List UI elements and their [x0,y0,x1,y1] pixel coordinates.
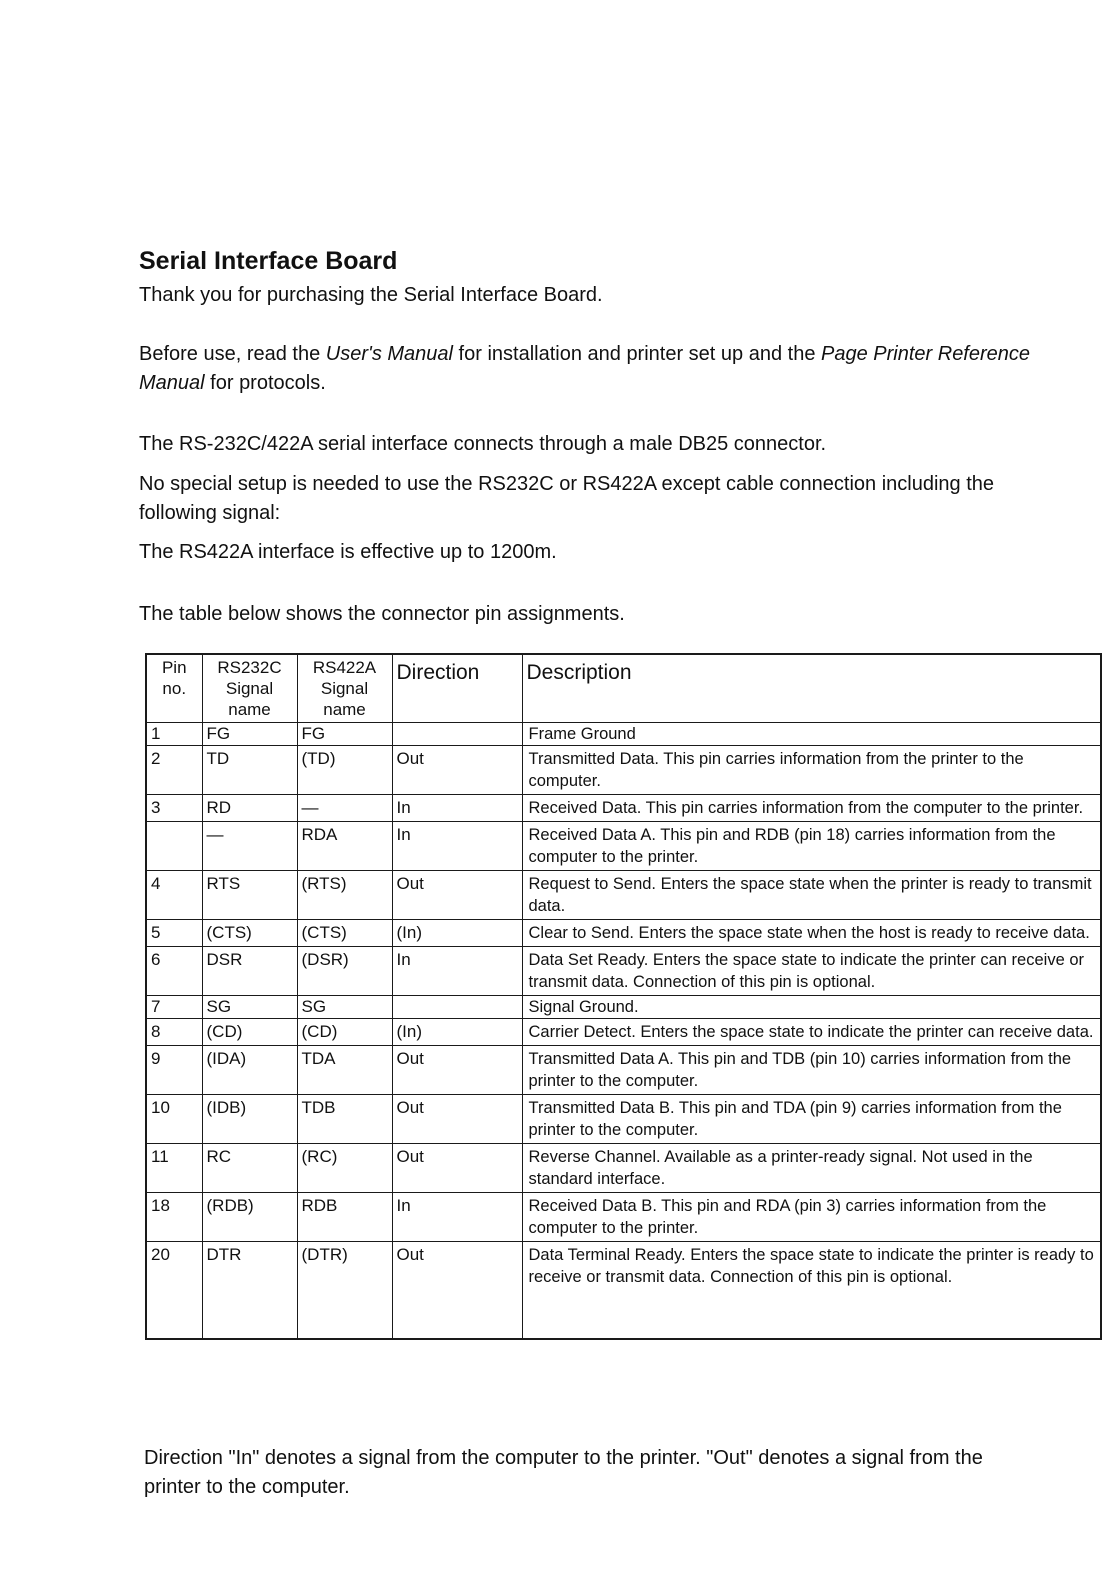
cell-rs232c: DTR [202,1242,297,1340]
cell-pin [146,822,202,871]
cell-pin: 5 [146,920,202,947]
header-description: Description [522,654,1101,723]
table-row [146,1046,1101,1095]
header-rs232c: RS232C Signal name [202,654,297,723]
table-intro-paragraph: The table below shows the connector pin assignments. [139,603,625,625]
pin-assignment-table [145,653,1102,1340]
cell-rs422a: (DSR) [297,947,392,996]
cell-description: Received Data A. This pin and RDB (pin 18) carries information from the computer to the printer. [522,822,1101,871]
cell-direction: Out [392,746,522,795]
cell-direction: In [392,795,522,822]
cell-description: Data Terminal Ready. Enters the space state to indicate the printer is ready to receive or transmit data. Connection of this pin is optional. [522,1242,1101,1340]
cell-pin: 11 [146,1144,202,1193]
table-row [146,795,1101,822]
connector-paragraph: The RS-232C/422A serial interface connects through a male DB25 connector. [139,433,827,455]
cell-pin: 18 [146,1193,202,1242]
cell-rs422a: (RC) [297,1144,392,1193]
cell-description: Data Set Ready. Enters the space state to indicate the printer can receive or transmit data. Connection of this pin is optional. [522,947,1101,996]
cell-direction [392,723,522,746]
cell-rs232c: RD [202,795,297,822]
cell-rs232c: RC [202,1144,297,1193]
cell-rs232c: DSR [202,947,297,996]
cell-direction: (In) [392,1019,522,1046]
table-row [146,1095,1101,1144]
table-header-row [146,654,1101,723]
cell-rs422a: — [297,795,392,822]
cell-rs232c: SG [202,996,297,1019]
table-body [146,723,1101,1340]
cell-rs422a: TDB [297,1095,392,1144]
header-rs422a: RS422A Signal name [297,654,392,723]
cell-rs422a: RDA [297,822,392,871]
cell-pin: 20 [146,1242,202,1340]
table-row [146,822,1101,871]
effective-range-paragraph: The RS422A interface is effective up to 1200m. [139,541,557,563]
cell-description: Transmitted Data B. This pin and TDA (pin 9) carries information from the printer to the computer. [522,1095,1101,1144]
cell-rs232c: — [202,822,297,871]
table-row [146,1193,1101,1242]
cell-direction: In [392,1193,522,1242]
users-manual-ref: User's Manual [325,343,453,365]
cell-description: Clear to Send. Enters the space state when the host is ready to receive data. [522,920,1101,947]
cell-pin: 2 [146,746,202,795]
cell-rs232c: RTS [202,871,297,920]
cell-rs422a: FG [297,723,392,746]
cell-rs232c: (RDB) [202,1193,297,1242]
cell-direction: Out [392,1046,522,1095]
cell-rs232c: TD [202,746,297,795]
cell-rs422a: (RTS) [297,871,392,920]
cell-rs422a: SG [297,996,392,1019]
direction-note-paragraph: Direction "In" denotes a signal from the computer to the printer. "Out" denotes a signal from the printer to the computer. [144,1447,983,1498]
cell-rs422a: (CD) [297,1019,392,1046]
before-use-paragraph [139,340,1039,398]
cell-rs232c: FG [202,723,297,746]
table-row [146,1019,1101,1046]
cell-direction [392,996,522,1019]
table-row [146,1242,1101,1340]
cell-description: Received Data. This pin carries information from the computer to the printer. [522,795,1101,822]
before-use-text-2: for installation and printer set up and the [453,343,822,365]
before-use-text-1: Before use, read the [139,343,326,365]
cell-pin: 8 [146,1019,202,1046]
cell-description: Received Data B. This pin and RDA (pin 3) carries information from the computer to the printer. [522,1193,1101,1242]
cell-rs422a: TDA [297,1046,392,1095]
cell-direction: Out [392,871,522,920]
cell-rs422a: (TD) [297,746,392,795]
table-row [146,996,1101,1019]
cell-description: Request to Send. Enters the space state when the printer is ready to transmit data. [522,871,1101,920]
cell-description: Signal Ground. [522,996,1101,1019]
cell-pin: 9 [146,1046,202,1095]
no-setup-paragraph: No special setup is needed to use the RS232C or RS422A except cable connection including the following signal: [139,473,994,524]
cell-rs232c: (CD) [202,1019,297,1046]
cell-rs232c: (CTS) [202,920,297,947]
cell-rs232c: (IDB) [202,1095,297,1144]
cell-pin: 7 [146,996,202,1019]
cell-rs422a: RDB [297,1193,392,1242]
cell-pin: 6 [146,947,202,996]
cell-rs232c: (IDA) [202,1046,297,1095]
cell-direction: Out [392,1144,522,1193]
cell-pin: 3 [146,795,202,822]
cell-description: Transmitted Data A. This pin and TDB (pin 10) carries information from the printer to the computer. [522,1046,1101,1095]
header-direction: Direction [392,654,522,723]
table-row [146,947,1101,996]
cell-pin: 10 [146,1095,202,1144]
page-title: Serial Interface Board [139,247,398,275]
cell-pin: 4 [146,871,202,920]
reference-manual-ref: Page Printer Reference Manual [139,343,1031,394]
cell-rs422a: (CTS) [297,920,392,947]
cell-description: Carrier Detect. Enters the space state to indicate the printer can receive data. [522,1019,1101,1046]
before-use-text-3: for protocols. [204,372,326,394]
table-row [146,920,1101,947]
cell-pin: 1 [146,723,202,746]
cell-direction: (In) [392,920,522,947]
cell-description: Reverse Channel. Available as a printer-ready signal. Not used in the standard interface. [522,1144,1101,1193]
cell-direction: Out [392,1242,522,1340]
cell-direction: In [392,822,522,871]
cell-description: Transmitted Data. This pin carries information from the printer to the computer. [522,746,1101,795]
cell-direction: In [392,947,522,996]
cell-direction: Out [392,1095,522,1144]
header-pin: Pin no. [146,654,202,723]
table-row [146,723,1101,746]
table-row [146,746,1101,795]
table-row [146,871,1101,920]
table-row [146,1144,1101,1193]
thanks-paragraph: Thank you for purchasing the Serial Interface Board. [139,284,603,306]
cell-description: Frame Ground [522,723,1101,746]
cell-rs422a: (DTR) [297,1242,392,1340]
